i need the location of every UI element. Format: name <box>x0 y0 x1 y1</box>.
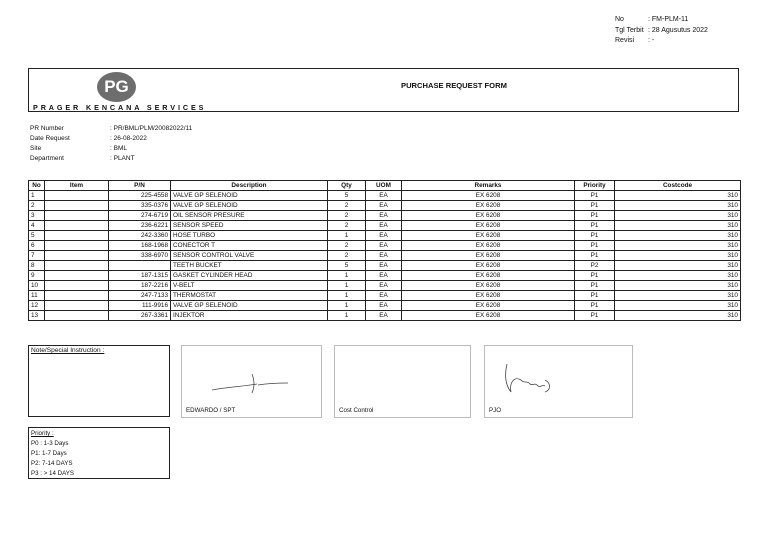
table-cell: 310 <box>615 221 741 231</box>
column-header: Priority <box>575 181 615 191</box>
table-cell: 3 <box>29 211 45 221</box>
table-cell: EX 6208 <box>402 251 575 261</box>
table-cell: 1 <box>328 291 366 301</box>
table-cell: EA <box>366 241 402 251</box>
table-cell: 1 <box>29 191 45 201</box>
info-value: : PLANT <box>110 155 135 162</box>
table-cell: 8 <box>29 261 45 271</box>
table-cell: OIL SENSOR PRESURE <box>171 211 328 221</box>
table-cell: P1 <box>575 281 615 291</box>
table-cell <box>45 311 109 321</box>
table-cell: EX 6208 <box>402 241 575 251</box>
table-row <box>29 201 741 211</box>
table-cell: 310 <box>615 301 741 311</box>
priority-item: P3 : > 14 DAYS <box>31 470 75 477</box>
table-cell: EX 6208 <box>402 191 575 201</box>
signature-label-pjo: PJO <box>489 407 502 414</box>
info-row <box>30 144 192 154</box>
company-name: PRAGER KENCANA SERVICES <box>33 103 207 112</box>
info-label: Site <box>30 145 42 152</box>
table-cell: 7 <box>29 251 45 261</box>
column-header: Costcode <box>615 181 741 191</box>
table-cell: 5 <box>328 261 366 271</box>
column-header: No <box>29 181 45 191</box>
signature-box-cost-control <box>334 345 471 418</box>
table-row <box>29 231 741 241</box>
table-cell: P1 <box>575 301 615 311</box>
document-meta <box>615 15 708 47</box>
priority-item: P2: 7-14 DAYS <box>31 460 73 467</box>
table-cell: 2 <box>328 201 366 211</box>
table-cell: 187-1315 <box>109 271 171 281</box>
table-cell: EA <box>366 311 402 321</box>
table-cell: EA <box>366 231 402 241</box>
priority-item: P1: 1-7 Days <box>31 450 67 457</box>
table-cell: 247-7133 <box>109 291 171 301</box>
table-cell: 310 <box>615 231 741 241</box>
signature-pjo-icon <box>485 346 634 406</box>
table-row <box>29 241 741 251</box>
info-value: : 26-08-2022 <box>110 135 147 142</box>
info-row <box>30 154 192 164</box>
table-cell <box>45 201 109 211</box>
table-row <box>29 251 741 261</box>
table-cell: VALVE GP SELENOID <box>171 201 328 211</box>
column-header: Description <box>171 181 328 191</box>
table-cell: EA <box>366 191 402 201</box>
table-cell: EX 6208 <box>402 281 575 291</box>
info-row <box>30 124 192 134</box>
info-label: Department <box>30 155 64 162</box>
table-cell: CONECTOR T <box>171 241 328 251</box>
table-cell: 2 <box>328 251 366 261</box>
table-cell: EX 6208 <box>402 211 575 221</box>
table-cell: EX 6208 <box>402 291 575 301</box>
signature-label-spt: EDWARDO / SPT <box>186 407 236 414</box>
meta-tgl-label: Tgl Terbit <box>615 26 644 34</box>
table-cell: INJEKTOR <box>171 311 328 321</box>
form-header <box>28 68 739 112</box>
table-row <box>29 291 741 301</box>
note-label: Note/Special Instruction : <box>31 347 105 354</box>
items-table <box>28 180 741 321</box>
company-logo-icon: PG <box>97 72 136 102</box>
table-cell: P1 <box>575 241 615 251</box>
priority-item: P0 : 1-3 Days <box>31 440 69 447</box>
priority-legend <box>28 427 170 479</box>
info-value: : PR/BML/PLM/20082022/11 <box>110 125 193 132</box>
table-cell: 111-9916 <box>109 301 171 311</box>
table-cell <box>45 211 109 221</box>
table-cell: P1 <box>575 251 615 261</box>
table-cell: P1 <box>575 191 615 201</box>
table-cell: 5 <box>328 191 366 201</box>
table-header-row <box>29 181 741 191</box>
table-cell: EA <box>366 201 402 211</box>
table-row <box>29 281 741 291</box>
table-cell: 13 <box>29 311 45 321</box>
table-cell: 187-2216 <box>109 281 171 291</box>
table-cell: EA <box>366 251 402 261</box>
info-label: Date Request <box>30 135 70 142</box>
table-cell: 1 <box>328 271 366 281</box>
table-cell: P1 <box>575 311 615 321</box>
meta-no-label: No <box>615 16 624 23</box>
table-cell: 12 <box>29 301 45 311</box>
table-cell: EA <box>366 281 402 291</box>
table-cell: EX 6208 <box>402 231 575 241</box>
table-cell: EA <box>366 221 402 231</box>
table-cell: 4 <box>29 221 45 231</box>
table-body <box>29 191 741 321</box>
table-cell: 310 <box>615 291 741 301</box>
table-cell: EA <box>366 211 402 221</box>
table-cell: 6 <box>29 241 45 251</box>
table-cell: EX 6208 <box>402 261 575 271</box>
table-cell: 1 <box>328 231 366 241</box>
request-info <box>30 124 192 164</box>
table-cell: P1 <box>575 221 615 231</box>
column-header: Remarks <box>402 181 575 191</box>
table-cell: 310 <box>615 251 741 261</box>
table-cell: EA <box>366 261 402 271</box>
table-cell: 1 <box>328 281 366 291</box>
table-cell: EA <box>366 291 402 301</box>
table-cell: THERMOSTAT <box>171 291 328 301</box>
info-row <box>30 134 192 144</box>
table-cell <box>109 261 171 271</box>
table-cell: 2 <box>29 201 45 211</box>
table-cell: 1 <box>328 301 366 311</box>
table-cell: 9 <box>29 271 45 281</box>
table-cell <box>45 261 109 271</box>
signature-label-cost-control: Cost Control <box>339 407 374 414</box>
table-cell: EX 6208 <box>402 301 575 311</box>
note-box <box>28 345 170 417</box>
table-cell: P1 <box>575 231 615 241</box>
column-header: Qty <box>328 181 366 191</box>
table-cell: 5 <box>29 231 45 241</box>
table-cell: EX 6208 <box>402 271 575 281</box>
signature-spt-icon <box>182 346 323 406</box>
column-header: Item <box>45 181 109 191</box>
table-cell: 310 <box>615 201 741 211</box>
table-cell <box>45 301 109 311</box>
table-cell <box>45 231 109 241</box>
table-cell: SENSOR CONTROL VALVE <box>171 251 328 261</box>
table-cell: EX 6208 <box>402 201 575 211</box>
table-cell: EX 6208 <box>402 221 575 231</box>
signature-box-spt <box>181 345 322 418</box>
table-cell: GASKET CYLINDER HEAD <box>171 271 328 281</box>
table-cell: HOSE TURBO <box>171 231 328 241</box>
table-cell: 335-0376 <box>109 201 171 211</box>
table-cell: 338-6970 <box>109 251 171 261</box>
table-cell: V-BELT <box>171 281 328 291</box>
table-cell: 267-3361 <box>109 311 171 321</box>
table-cell: 310 <box>615 241 741 251</box>
table-cell <box>45 251 109 261</box>
table-cell <box>45 191 109 201</box>
info-value: : BML <box>110 145 127 152</box>
table-cell: P1 <box>575 271 615 281</box>
table-cell <box>45 221 109 231</box>
table-cell: 242-3360 <box>109 231 171 241</box>
table-cell: TEETH BUCKET <box>171 261 328 271</box>
column-header: P/N <box>109 181 171 191</box>
meta-revisi-value: : - <box>648 37 655 44</box>
table-cell: 310 <box>615 271 741 281</box>
table-row <box>29 311 741 321</box>
table-cell: 10 <box>29 281 45 291</box>
table-cell: 310 <box>615 191 741 201</box>
table-cell: P1 <box>575 291 615 301</box>
table-cell <box>45 271 109 281</box>
info-label: PR Number <box>30 125 64 132</box>
table-cell: VALVE GP SELENOID <box>171 191 328 201</box>
table-cell: 2 <box>328 241 366 251</box>
table-cell: 168-1968 <box>109 241 171 251</box>
meta-tgl-value: : 28 Agusutus 2022 <box>648 26 708 34</box>
table-cell <box>45 291 109 301</box>
table-cell: 1 <box>328 311 366 321</box>
table-cell: 274-6719 <box>109 211 171 221</box>
table-cell <box>45 281 109 291</box>
priority-title: Priority : <box>31 430 54 437</box>
meta-no-value: : FM-PLM-11 <box>648 16 689 23</box>
form-title: PURCHASE REQUEST FORM <box>401 81 507 90</box>
table-row <box>29 271 741 281</box>
table-cell: 310 <box>615 281 741 291</box>
table-row <box>29 301 741 311</box>
table-cell: P2 <box>575 261 615 271</box>
table-row <box>29 221 741 231</box>
table-cell: 11 <box>29 291 45 301</box>
meta-revisi-label: Revisi <box>615 37 635 44</box>
signature-box-pjo <box>484 345 633 418</box>
table-cell: 2 <box>328 211 366 221</box>
table-cell: 310 <box>615 261 741 271</box>
table-cell: 2 <box>328 221 366 231</box>
table-cell: P1 <box>575 211 615 221</box>
table-cell: 310 <box>615 311 741 321</box>
table-row <box>29 191 741 201</box>
table-cell: SENSOR SPEED <box>171 221 328 231</box>
table-cell: EA <box>366 301 402 311</box>
table-cell: EX 6208 <box>402 311 575 321</box>
table-cell: 310 <box>615 211 741 221</box>
table-row <box>29 211 741 221</box>
table-cell: 225-4558 <box>109 191 171 201</box>
table-cell <box>45 241 109 251</box>
column-header: UOM <box>366 181 402 191</box>
table-cell: 236-6221 <box>109 221 171 231</box>
table-cell: P1 <box>575 201 615 211</box>
table-cell: EA <box>366 271 402 281</box>
table-row <box>29 261 741 271</box>
table-cell: VALVE GP SELENOID <box>171 301 328 311</box>
